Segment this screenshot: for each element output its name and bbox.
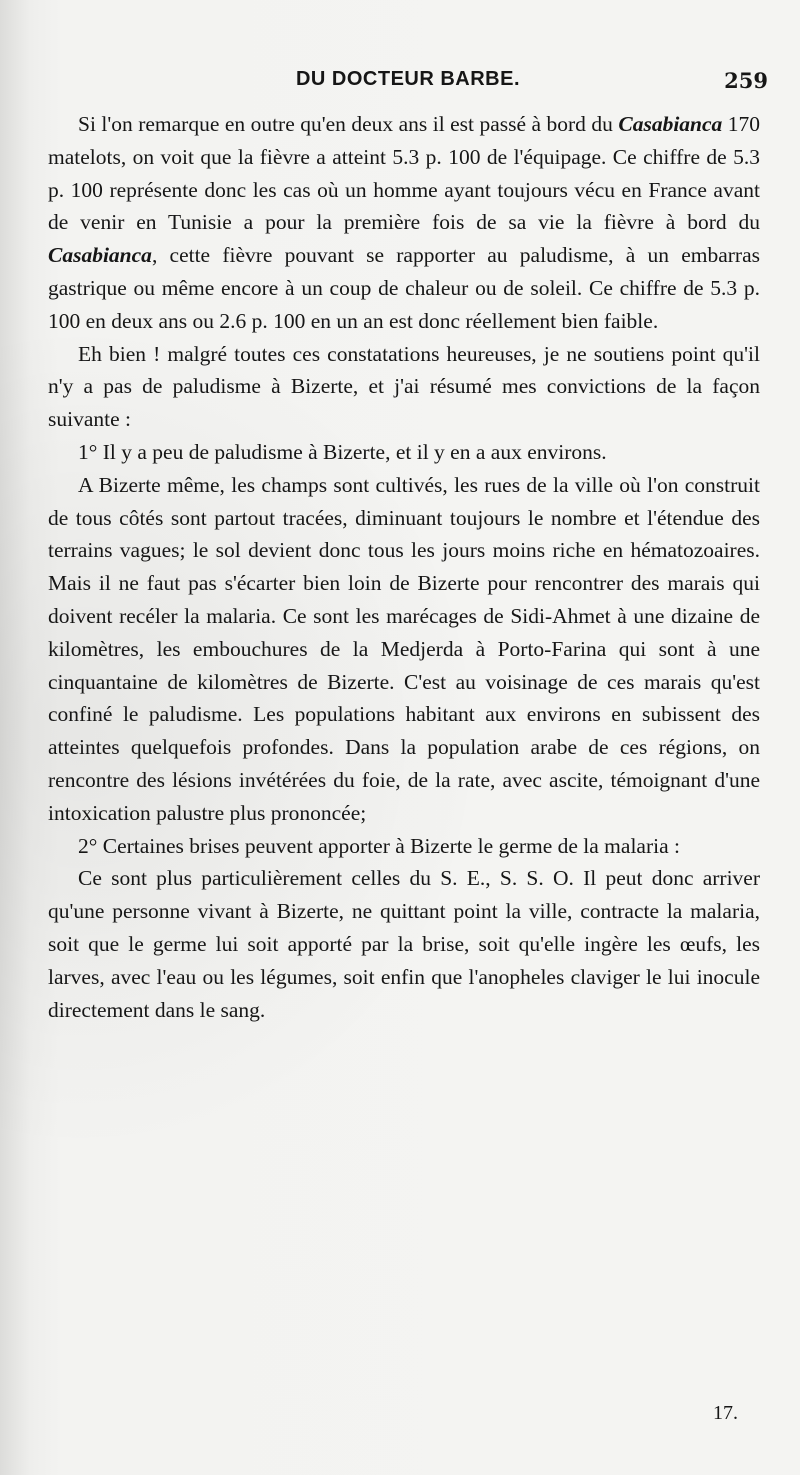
- paragraph: A Bizerte même, les champs sont cultivés, les rues de la ville où l'on construit de tous côtés sont partout tracées, diminuant toujours le nombre et l'étendue des terrains vagues; le sol devient donc tous les jours moins riche en hématozoaires. Mais il ne faut pas s'écarter bien loin de Bizerte pour rencontrer des marais qui doivent recéler la malaria. Ce sont les marécages de Sidi-Ahmet à une dizaine de kilomètres, les embouchures de la Medjerda à Porto-Farina qui sont à une cinquantaine de kilomètres de Bizerte. C'est au voisinage de ces marais qu'est confiné le paludisme. Les populations habitant aux environs en subissent des atteintes quelquefois profondes. Dans la population arabe de ces régions, on rencontre des lésions invétérées du foie, de la rate, avec ascite, témoignant d'une intoxication palustre plus prononcée;: [48, 472, 760, 825]
- body-text: [48, 108, 760, 1026]
- running-title: DU DOCTEUR BARBE.: [295, 68, 521, 90]
- paragraph-text: Si l'on remarque en outre qu'en deux ans il est passé à bord du: [78, 112, 619, 136]
- ship-name: Casabianca: [618, 112, 723, 136]
- ship-name: Casabianca: [48, 243, 152, 268]
- paragraph-text: , cette fièvre pouvant se rapporter au paludisme, à un embarras gastrique ou même encore à un coup de chaleur ou de soleil. Ce chiffre de 5.3 p. 100 en deux ans ou 2.6 p. 100 en un an est donc réellement bien faible.: [48, 243, 760, 333]
- paragraph: [48, 108, 760, 338]
- paragraph: 1° Il y a peu de paludisme à Bizerte, et il y en a aux environs.: [78, 439, 607, 464]
- page-number: 259: [724, 68, 768, 93]
- signature-mark: 17.: [713, 1402, 738, 1424]
- paragraph: Ce sont plus particulièrement celles du S. E., S. S. O. Il peut donc arriver qu'une personne vivant à Bizerte, ne quittant point la ville, contracte la malaria, soit que le germe lui soit apporté par la brise, soit qu'elle ingère les œufs, les larves, avec l'eau ou les légumes, soit enfin que l'anopheles claviger le lui inocule directement dans le sang.: [48, 866, 760, 1022]
- paragraph-text: 170 matelots, on voit que la fièvre a atteint 5.3 p. 100 de l'équipage. Ce chiffre de 5.3 p. 100 représente donc les cas où un homme ayant toujours vécu en France avant de venir en Tunisie a pour la première fois de sa vie la fièvre à bord du: [48, 112, 761, 235]
- paragraph: Eh bien ! malgré toutes ces constatations heureuses, je ne soutiens point qu'il n'y a pas de paludisme à Bizerte, et j'ai résumé mes convictions de la façon suivante :: [48, 341, 760, 432]
- paragraph: 2° Certaines brises peuvent apporter à Bizerte le germe de la malaria :: [78, 833, 680, 858]
- page-header: [48, 64, 768, 100]
